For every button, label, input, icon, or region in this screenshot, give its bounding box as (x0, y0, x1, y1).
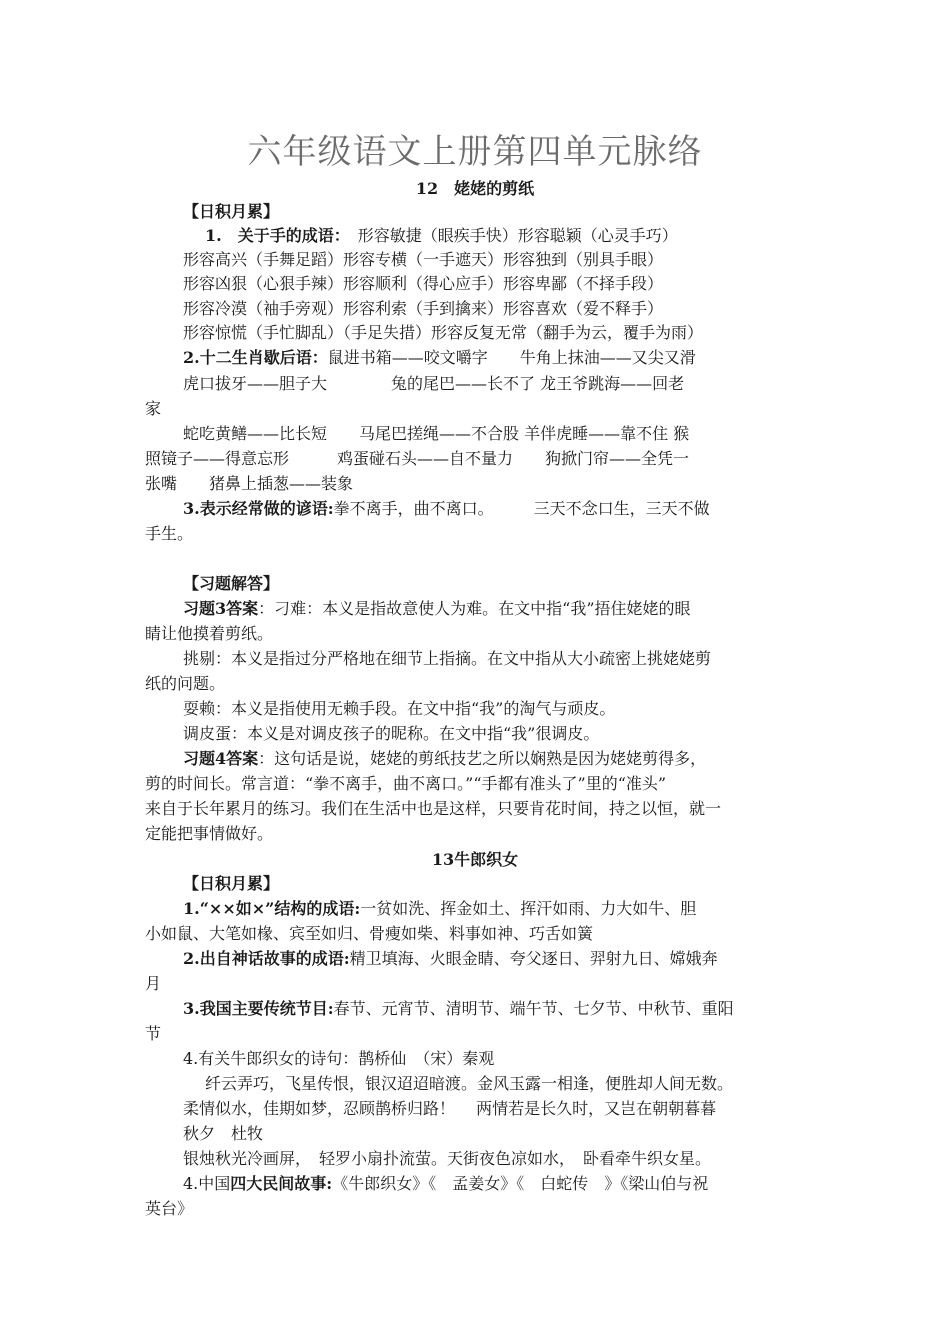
zodiac-sayings-row: 家 (145, 399, 162, 418)
answer-4-line: 习题4答案：这句话是说，姥姥的剪纸技艺之所以娴熟是因为姥姥剪得多， (183, 749, 707, 768)
proverb-line: 3.表示经常做的谚语:拳不离手，曲不离口。 三天不念口生，三天不做 (183, 499, 710, 518)
answer-3-item: 耍赖：本义是指使用无赖手段。在文中指“我”的淘气与顽皮。 (183, 699, 616, 718)
hand-idioms-row: 形容惊慌（手忙脚乱）（手足失措）形容反复无常（翻手为云，覆手为雨） (183, 323, 704, 342)
festivals-line: 3.我国主要传统节目:春节、元宵节、清明节、端午节、七夕节、中秋节、重阳 (183, 999, 734, 1018)
answer-3-item: 挑剔：本义是指过分严格地在细节上指摘。在文中指从大小疏密上挑姥姥剪 (183, 649, 712, 668)
answer-4-cont: 定能把事情做好。 (145, 824, 274, 843)
answer-4-cont: 来自于长年累月的练习。我们在生活中也是这样，只要肯花时间，持之以恒，就一 (145, 799, 722, 818)
zodiac-sayings-row: 照镜子——得意忘形 鸡蛋碰石头——自不量力 狗掀门帘——全凭一 (145, 449, 690, 468)
answer-4-cont: 剪的时间长。常言道：“拳不离手，曲不离口。”“手都有准头了”里的“准头” (145, 774, 667, 793)
answer-3-cont: 纸的问题。 (145, 674, 226, 693)
poem-line: 银烛秋光冷画屏， 轻罗小扇扑流萤。天街夜色凉如水， 卧看牵牛织女星。 (183, 1149, 712, 1168)
hand-idioms-row: 形容高兴（手舞足蹈）形容专横（一手遮天）形容独到（别具手眼） (183, 250, 664, 269)
hand-idioms-row: 形容冷漠（袖手旁观）形容利索（手到擒来）形容喜欢（爱不释手） (183, 299, 664, 318)
myth-idioms-cont: 月 (145, 974, 162, 993)
hand-idioms-line: 1. 关于手的成语： 形容敏捷（眼疾手快）形容聪颖（心灵手巧） (205, 226, 678, 245)
ru-idioms-line: 1.“××如×”结构的成语:一贫如洗、挥金如土、挥汗如雨、力大如牛、胆 (183, 899, 697, 918)
heading-answers: 【习题解答】 (183, 574, 280, 593)
answer-3-line: 习题3答案：刁难：本义是指故意使人为难。在文中指“我”捂住姥姥的眼 (183, 599, 691, 618)
folk-tales-line: 4.中国四大民间故事:《牛郎织女》《 孟姜女》《 白蛇传 》《梁山伯与祝 (183, 1174, 709, 1193)
poem-line: 柔情似水，佳期如梦，忍顾鹊桥归路！ 两情若是长久时，又岂在朝朝暮暮 (183, 1099, 717, 1118)
heading-accumulation-13: 【日积月累】 (183, 874, 280, 893)
poem-line: 纤云弄巧，飞星传恨，银汉迢迢暗渡。金风玉露一相逢，便胜却人间无数。 (205, 1074, 734, 1093)
myth-idioms-line: 2.出自神话故事的成语:精卫填海、火眼金睛、夸父逐日、羿射九日、嫦娥奔 (183, 949, 718, 968)
hand-idioms-row: 形容凶狠（心狠手辣）形容顺利（得心应手）形容卑鄙（不择手段） (183, 274, 664, 293)
heading-accumulation-12: 【日积月累】 (183, 202, 280, 221)
zodiac-sayings-line: 2.十二生肖歇后语：鼠进书箱——咬文嚼字 牛角上抹油——又尖又滑 (183, 348, 696, 367)
poem-title: 秋夕 杜牧 (183, 1124, 264, 1143)
ru-idioms-cont: 小如鼠、大笔如椽、宾至如归、骨瘦如柴、料事如神、巧舌如簧 (145, 924, 594, 943)
proverb-line-cont: 手生。 (145, 524, 194, 543)
zodiac-sayings-row: 蛇吃黄鳝——比长短 马尾巴搓绳——不合股 羊伴虎睡——靠不住 猴 (183, 424, 690, 443)
folk-tales-cont: 英台》 (145, 1199, 194, 1218)
lesson-13-title: 13牛郎织女 (431, 850, 519, 869)
answer-3-cont: 睛让他摸着剪纸。 (145, 624, 274, 643)
zodiac-sayings-row: 虎口拔牙——胆子大 兔的尾巴——长不了 龙王爷跳海——回老 (183, 374, 685, 393)
zodiac-sayings-row: 张嘴 猪鼻上插葱——装象 (145, 474, 354, 493)
answer-3-item: 调皮蛋：本义是对调皮孩子的昵称。在文中指“我”很调皮。 (183, 724, 600, 743)
poem-heading: 4.有关牛郎织女的诗句：鹊桥仙 （宋）秦观 (183, 1049, 495, 1068)
page-title: 六年级语文上册第四单元脉络 (247, 132, 703, 172)
festivals-cont: 节 (145, 1024, 162, 1043)
lesson-12-title: 12 姥姥的剪纸 (415, 179, 535, 198)
